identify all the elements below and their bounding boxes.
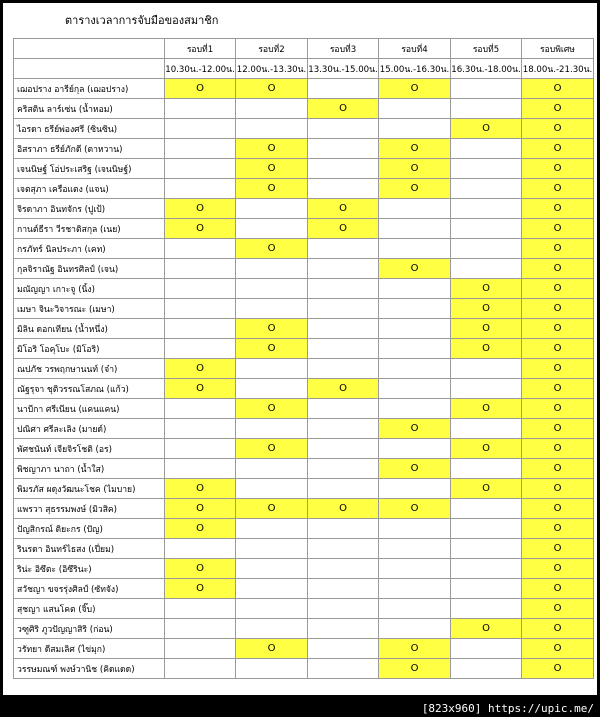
- slot-marked: O: [522, 619, 594, 639]
- slot-empty: [236, 199, 308, 219]
- slot-empty: [308, 519, 379, 539]
- slot-empty: [379, 559, 451, 579]
- slot-empty: [236, 479, 308, 499]
- slot-empty: [451, 239, 522, 259]
- slot-marked: O: [522, 419, 594, 439]
- round-header: รอบที่2: [236, 39, 308, 59]
- slot-empty: [379, 299, 451, 319]
- slot-empty: [379, 519, 451, 539]
- slot-empty: [308, 479, 379, 499]
- slot-empty: [379, 379, 451, 399]
- slot-empty: [308, 279, 379, 299]
- slot-marked: O: [165, 579, 236, 599]
- slot-empty: [236, 419, 308, 439]
- slot-empty: [379, 219, 451, 239]
- slot-empty: [379, 439, 451, 459]
- table-row: [14, 459, 594, 479]
- member-name: วฑูศิริ ภูวปัญญาสิริ (ก่อน): [14, 619, 165, 639]
- table-row: [14, 599, 594, 619]
- slot-marked: O: [379, 499, 451, 519]
- slot-empty: [236, 119, 308, 139]
- table-row: [14, 639, 594, 659]
- table-row: [14, 439, 594, 459]
- slot-marked: O: [522, 439, 594, 459]
- slot-marked: O: [236, 639, 308, 659]
- table-row: [14, 79, 594, 99]
- slot-empty: [379, 99, 451, 119]
- slot-marked: O: [236, 159, 308, 179]
- slot-marked: O: [165, 379, 236, 399]
- slot-marked: O: [165, 79, 236, 99]
- table-row: [14, 299, 594, 319]
- member-name: กรภัทร์ นิลประภา (เคท): [14, 239, 165, 259]
- slot-empty: [236, 99, 308, 119]
- member-name: รินรดา อินทร์ไธสง (เปี่ยม): [14, 539, 165, 559]
- slot-empty: [379, 599, 451, 619]
- member-name: วรัทยา ดีสมเลิศ (ไข่มุก): [14, 639, 165, 659]
- slot-empty: [308, 179, 379, 199]
- slot-empty: [379, 619, 451, 639]
- table-row: [14, 259, 594, 279]
- slot-empty: [236, 559, 308, 579]
- slot-empty: [236, 519, 308, 539]
- table-row: [14, 539, 594, 559]
- slot-marked: O: [308, 219, 379, 239]
- slot-empty: [308, 399, 379, 419]
- schedule-table: [13, 38, 594, 679]
- member-name: เฌอปราง อารีย์กุล (เฌอปราง): [14, 79, 165, 99]
- slot-empty: [165, 339, 236, 359]
- document-page: [3, 3, 597, 695]
- table-row: [14, 279, 594, 299]
- member-name: ริน่ะ อิซึตะ (อิซึรินะ): [14, 559, 165, 579]
- member-name: พิมรภัส ผดุงวัฒนะโชค (ไมบาย): [14, 479, 165, 499]
- slot-empty: [236, 379, 308, 399]
- member-name: อิสราภา ธรีย์ภักดี (ตาหวาน): [14, 139, 165, 159]
- slot-marked: O: [522, 239, 594, 259]
- table-row: [14, 159, 594, 179]
- member-name: เจตสุภา เครือแตง (แจน): [14, 179, 165, 199]
- slot-marked: O: [522, 299, 594, 319]
- slot-empty: [451, 379, 522, 399]
- slot-empty: [165, 259, 236, 279]
- time-header: 12.00น.-13.30น.: [236, 59, 308, 79]
- slot-empty: [379, 199, 451, 219]
- slot-empty: [451, 159, 522, 179]
- time-header: 16.30น.-18.00น.: [451, 59, 522, 79]
- slot-empty: [451, 659, 522, 679]
- corner-cell: [14, 39, 165, 59]
- slot-marked: O: [165, 199, 236, 219]
- slot-marked: O: [522, 639, 594, 659]
- table-row: [14, 359, 594, 379]
- table-row: [14, 199, 594, 219]
- time-header: 10.30น.-12.00น.: [165, 59, 236, 79]
- table-row: [14, 419, 594, 439]
- slot-empty: [165, 439, 236, 459]
- image-host-footer: [823x960] https://upic.me/: [421, 702, 594, 715]
- member-name: กุลจิราณัฐ อินทรศิลป์ (เจน): [14, 259, 165, 279]
- slot-marked: O: [379, 659, 451, 679]
- slot-marked: O: [522, 219, 594, 239]
- table-row: [14, 239, 594, 259]
- schedule-body: [14, 79, 594, 679]
- round-header: รอบที่4: [379, 39, 451, 59]
- table-row: [14, 319, 594, 339]
- table-row: [14, 119, 594, 139]
- slot-marked: O: [522, 99, 594, 119]
- slot-marked: O: [165, 519, 236, 539]
- slot-marked: O: [165, 559, 236, 579]
- slot-marked: O: [451, 479, 522, 499]
- slot-empty: [165, 179, 236, 199]
- slot-empty: [308, 599, 379, 619]
- slot-empty: [165, 639, 236, 659]
- slot-marked: O: [522, 519, 594, 539]
- slot-empty: [308, 539, 379, 559]
- slot-marked: O: [522, 579, 594, 599]
- time-header: 13.30น.-15.00น.: [308, 59, 379, 79]
- slot-empty: [379, 399, 451, 419]
- slot-empty: [308, 559, 379, 579]
- table-row: [14, 339, 594, 359]
- member-name: พัศชนันท์ เจียจิรโชติ (อร): [14, 439, 165, 459]
- slot-marked: O: [522, 399, 594, 419]
- slot-marked: O: [522, 559, 594, 579]
- table-row: [14, 219, 594, 239]
- slot-marked: O: [522, 539, 594, 559]
- slot-empty: [165, 99, 236, 119]
- slot-empty: [308, 459, 379, 479]
- slot-empty: [451, 179, 522, 199]
- slot-empty: [236, 279, 308, 299]
- slot-empty: [451, 639, 522, 659]
- slot-empty: [308, 319, 379, 339]
- slot-empty: [236, 599, 308, 619]
- table-row: [14, 179, 594, 199]
- slot-empty: [451, 579, 522, 599]
- slot-empty: [379, 339, 451, 359]
- slot-empty: [308, 359, 379, 379]
- time-header: 15.00น.-16.30น.: [379, 59, 451, 79]
- table-row: [14, 559, 594, 579]
- slot-empty: [165, 599, 236, 619]
- slot-empty: [451, 599, 522, 619]
- slot-empty: [236, 619, 308, 639]
- slot-empty: [451, 219, 522, 239]
- slot-marked: O: [308, 499, 379, 519]
- slot-marked: O: [522, 119, 594, 139]
- header-rounds-row: [14, 39, 594, 59]
- slot-empty: [379, 239, 451, 259]
- slot-marked: O: [451, 279, 522, 299]
- slot-marked: O: [522, 179, 594, 199]
- slot-empty: [308, 79, 379, 99]
- slot-empty: [308, 239, 379, 259]
- slot-marked: O: [522, 319, 594, 339]
- slot-marked: O: [379, 159, 451, 179]
- member-name: จิรดาภา อินทจักร (ปูเป้): [14, 199, 165, 219]
- slot-empty: [379, 359, 451, 379]
- slot-marked: O: [379, 459, 451, 479]
- slot-marked: O: [165, 219, 236, 239]
- slot-empty: [379, 539, 451, 559]
- member-name: เมษา จินะวิจารณะ (เมษา): [14, 299, 165, 319]
- member-name: สุชญา แสนโคต (จิ๊บ): [14, 599, 165, 619]
- slot-empty: [236, 259, 308, 279]
- member-name: เจนนิษฐ์ โอ่ประเสริฐ (เจนนิษฐ์): [14, 159, 165, 179]
- slot-marked: O: [522, 379, 594, 399]
- table-row: [14, 379, 594, 399]
- slot-empty: [308, 419, 379, 439]
- slot-marked: O: [522, 279, 594, 299]
- slot-empty: [379, 319, 451, 339]
- slot-marked: O: [522, 499, 594, 519]
- slot-marked: O: [379, 179, 451, 199]
- slot-marked: O: [379, 79, 451, 99]
- slot-marked: O: [522, 359, 594, 379]
- slot-empty: [451, 199, 522, 219]
- slot-empty: [236, 659, 308, 679]
- slot-marked: O: [236, 399, 308, 419]
- table-row: [14, 619, 594, 639]
- slot-empty: [236, 219, 308, 239]
- slot-empty: [165, 659, 236, 679]
- slot-empty: [308, 259, 379, 279]
- slot-empty: [165, 319, 236, 339]
- slot-marked: O: [165, 479, 236, 499]
- member-name: แพรวา สุธรรมพงษ์ (มิวสิค): [14, 499, 165, 519]
- member-name: พิชญาภา นาถา (น้ำใส): [14, 459, 165, 479]
- slot-empty: [451, 99, 522, 119]
- slot-marked: O: [451, 119, 522, 139]
- table-row: [14, 139, 594, 159]
- slot-empty: [165, 399, 236, 419]
- header-times-row: [14, 59, 594, 79]
- slot-marked: O: [522, 139, 594, 159]
- member-name: คริสติน ลาร์เซ่น (น้ำหอม): [14, 99, 165, 119]
- slot-marked: O: [522, 479, 594, 499]
- slot-marked: O: [451, 299, 522, 319]
- slot-marked: O: [236, 439, 308, 459]
- slot-marked: O: [236, 339, 308, 359]
- slot-marked: O: [379, 259, 451, 279]
- slot-empty: [379, 479, 451, 499]
- round-header-special: รอบพิเศษ: [522, 39, 594, 59]
- slot-empty: [236, 459, 308, 479]
- slot-marked: O: [522, 199, 594, 219]
- slot-empty: [165, 619, 236, 639]
- table-row: [14, 659, 594, 679]
- member-name: นาบีกา ศรีเนียน (แคนแคน): [14, 399, 165, 419]
- member-name: ปัญสิกรณ์ ติยะกร (ปัญ): [14, 519, 165, 539]
- slot-marked: O: [165, 499, 236, 519]
- member-name: มิลิน ดอกเทียน (น้ำหนึ่ง): [14, 319, 165, 339]
- slot-empty: [379, 119, 451, 139]
- round-header: รอบที่1: [165, 39, 236, 59]
- slot-marked: O: [236, 139, 308, 159]
- slot-empty: [451, 559, 522, 579]
- slot-empty: [165, 299, 236, 319]
- slot-empty: [308, 119, 379, 139]
- slot-empty: [308, 639, 379, 659]
- slot-marked: O: [236, 499, 308, 519]
- slot-empty: [308, 619, 379, 639]
- slot-empty: [165, 419, 236, 439]
- member-name: วรรษมณฑ์ พงษ์วานิช (คิดแดด): [14, 659, 165, 679]
- table-row: [14, 499, 594, 519]
- slot-marked: O: [522, 259, 594, 279]
- slot-marked: O: [308, 99, 379, 119]
- slot-marked: O: [451, 339, 522, 359]
- page-title: ตารางเวลาการจับมือของสมาชิก: [65, 14, 219, 27]
- slot-empty: [308, 139, 379, 159]
- slot-marked: O: [236, 179, 308, 199]
- slot-marked: O: [451, 619, 522, 639]
- slot-empty: [236, 579, 308, 599]
- table-row: [14, 399, 594, 419]
- slot-marked: O: [165, 359, 236, 379]
- slot-empty: [379, 579, 451, 599]
- slot-empty: [451, 259, 522, 279]
- slot-empty: [308, 299, 379, 319]
- slot-empty: [451, 359, 522, 379]
- slot-marked: O: [308, 379, 379, 399]
- slot-marked: O: [522, 599, 594, 619]
- slot-empty: [165, 539, 236, 559]
- table-row: [14, 479, 594, 499]
- slot-marked: O: [522, 79, 594, 99]
- slot-empty: [451, 459, 522, 479]
- slot-empty: [308, 339, 379, 359]
- slot-marked: O: [451, 319, 522, 339]
- slot-empty: [451, 79, 522, 99]
- slot-empty: [451, 519, 522, 539]
- table-row: [14, 519, 594, 539]
- slot-marked: O: [451, 399, 522, 419]
- slot-empty: [165, 459, 236, 479]
- member-name: สวัชญา ขจรรุ่งศิลป์ (ซัทจัง): [14, 579, 165, 599]
- slot-empty: [165, 139, 236, 159]
- table-row: [14, 579, 594, 599]
- slot-empty: [308, 439, 379, 459]
- slot-empty: [308, 579, 379, 599]
- slot-empty: [451, 419, 522, 439]
- slot-empty: [308, 159, 379, 179]
- member-name: ไอรดา ธรีย์พ่องศรี (ซินซิน): [14, 119, 165, 139]
- slot-marked: O: [379, 139, 451, 159]
- slot-marked: O: [379, 419, 451, 439]
- member-name: มิโอริ โอคุโบะ (มิโอริ): [14, 339, 165, 359]
- member-name: ณัฐรุจา ชุติวรรณโสภณ (แก้ว): [14, 379, 165, 399]
- slot-marked: O: [236, 79, 308, 99]
- slot-empty: [165, 119, 236, 139]
- member-name: กานต์ธีรา วีรชาติสกุล (เนย): [14, 219, 165, 239]
- slot-empty: [236, 359, 308, 379]
- slot-marked: O: [451, 439, 522, 459]
- corner-cell: [14, 59, 165, 79]
- slot-marked: O: [522, 659, 594, 679]
- slot-empty: [451, 499, 522, 519]
- slot-empty: [451, 539, 522, 559]
- slot-empty: [379, 279, 451, 299]
- slot-empty: [165, 239, 236, 259]
- member-name: มณัญญา เกาะจู (นิ้ง): [14, 279, 165, 299]
- round-header: รอบที่3: [308, 39, 379, 59]
- slot-marked: O: [522, 159, 594, 179]
- member-name: ปณิศา ศรีละเลิง (มายด์): [14, 419, 165, 439]
- time-header-special: 18.00น.-21.30น.: [522, 59, 594, 79]
- member-name: ณปภัช วรพฤกษานนท์ (จ๋า): [14, 359, 165, 379]
- slot-marked: O: [236, 239, 308, 259]
- slot-marked: O: [236, 319, 308, 339]
- slot-empty: [165, 279, 236, 299]
- slot-empty: [451, 139, 522, 159]
- slot-empty: [236, 299, 308, 319]
- table-row: [14, 99, 594, 119]
- slot-marked: O: [522, 459, 594, 479]
- round-header: รอบที่5: [451, 39, 522, 59]
- slot-marked: O: [308, 199, 379, 219]
- slot-empty: [308, 659, 379, 679]
- slot-empty: [165, 159, 236, 179]
- slot-marked: O: [379, 639, 451, 659]
- slot-empty: [236, 539, 308, 559]
- slot-marked: O: [522, 339, 594, 359]
